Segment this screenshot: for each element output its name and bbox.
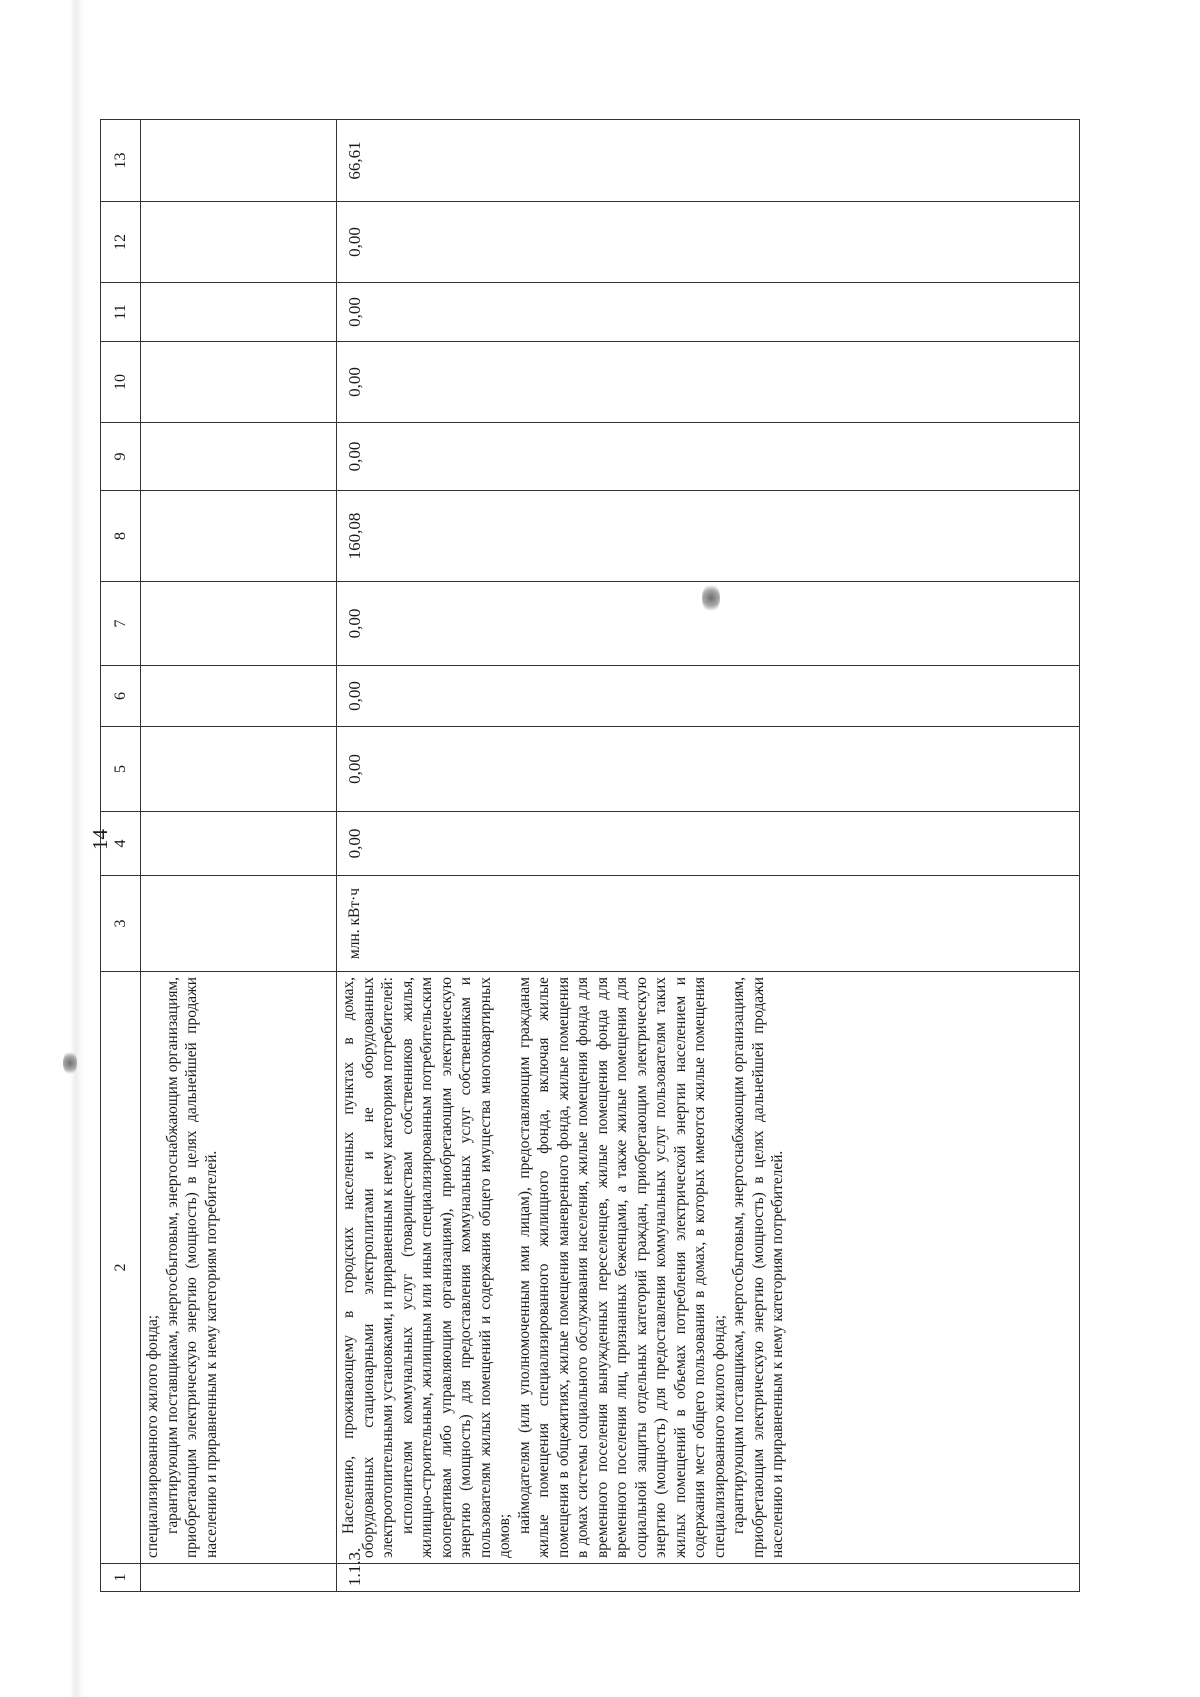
value-cell: 0,00	[337, 582, 1080, 666]
description-paragraph: наймодателям (или уполномоченным ими лицам), предоставляющим гражданам жилые помещения специализированного жилищного фонда, включая жилые помещения в общежитиях, жилые помещения маневренного фонда, жилые помещения в домах системы социального обслуживания населения, жилые помещения фонда для временного поселения вынужденных переселенцев, жилые помещения фонда для временного поселения лиц, признанных беженцами, а также жилые помещения для социальной защиты отдельных категорий граждан, приобретающим электрическую энергию (мощность) для предоставления коммунальных услуг пользователям таких жилых помещений в объемах потребления электрической энергии населением и содержания мест общего пользования в домах, в которых имеются жилые помещения специализированного жилого фонда;	[515, 977, 728, 1558]
header-cell: 5	[101, 727, 141, 812]
description-paragraph: специализированного жилого фонда;	[144, 1314, 161, 1558]
value-cell	[141, 283, 337, 342]
value-cell	[141, 423, 337, 491]
scan-smudge	[63, 1050, 77, 1076]
value-cell: 0,00	[337, 727, 1080, 812]
header-cell: 11	[101, 283, 141, 342]
tariff-table	[100, 119, 1080, 1592]
value-cell	[141, 812, 337, 876]
header-cell: 7	[101, 582, 141, 666]
header-cell: 4	[101, 812, 141, 876]
value-cell: 0,00	[337, 283, 1080, 342]
rotated-table-container	[100, 120, 1080, 1592]
description-paragraph: исполнителям коммунальных услуг (товариществам собственников жилья, жилищно-строительным, жилищным или иным специализированным потребительским кооперативам либо управляющим организациям), приобретающим электрическую энергию (мощность) для предоставления коммунальных услуг собственникам и пользователям жилых помещений и содержания общего имущества многоквартирных домов;	[398, 977, 513, 1558]
row-description	[141, 972, 337, 1564]
unit-cell	[141, 876, 337, 972]
unit-cell: млн. кВт·ч	[337, 876, 1080, 972]
row-code-cell	[141, 1564, 337, 1592]
value-cell	[141, 582, 337, 666]
page-number: 14	[88, 829, 112, 850]
header-row	[101, 120, 141, 1592]
value-cell	[141, 727, 337, 812]
header-cell: 12	[101, 202, 141, 283]
value-cell	[141, 120, 337, 202]
header-cell: 10	[101, 342, 141, 423]
header-cell: 9	[101, 423, 141, 491]
value-cell: 0,00	[337, 342, 1080, 423]
scan-edge-shadow	[70, 0, 84, 1697]
value-cell	[141, 666, 337, 727]
table-row-1-1-3	[337, 120, 1080, 1592]
header-cell: 6	[101, 666, 141, 727]
value-cell	[141, 491, 337, 582]
value-cell: 0,00	[337, 202, 1080, 283]
description-paragraph: гарантирующим поставщикам, энергосбытовым, энергоснабжающим организациям, приобретающим электрическую энергию (мощность) в целях дальнейшей продажи населению и приравненным к нему категориям потребителей.	[730, 977, 786, 1558]
description-paragraph: гарантирующим поставщикам, энергосбытовым, энергоснабжающим организациям, приобретающим электрическую энергию (мощность) в целях дальнейшей продажи населению и приравненным к нему категориям потребителей.	[163, 977, 220, 1558]
header-cell: 13	[101, 120, 141, 202]
header-cell: 2	[101, 972, 141, 1564]
value-cell: 0,00	[337, 812, 1080, 876]
header-cell: 1	[101, 1564, 141, 1592]
value-cell	[141, 202, 337, 283]
header-cell: 3	[101, 876, 141, 972]
value-cell	[141, 342, 337, 423]
value-cell: 0,00	[337, 666, 1080, 727]
value-cell: 0,00	[337, 423, 1080, 491]
header-cell: 8	[101, 491, 141, 582]
table-row-continuation	[141, 120, 337, 1592]
row-description	[337, 972, 1080, 1564]
value-cell: 66,61	[337, 120, 1080, 202]
description-paragraph: Населению, проживающему в городских населенных пунктах в домах, оборудованных стационарными электроплитами и не оборудованных электроотопительными установками, и приравненным к нему категориям потребителей:	[340, 977, 396, 1558]
value-cell: 160,08	[337, 491, 1080, 582]
row-code-cell: 1.1.3.	[337, 1564, 1080, 1592]
